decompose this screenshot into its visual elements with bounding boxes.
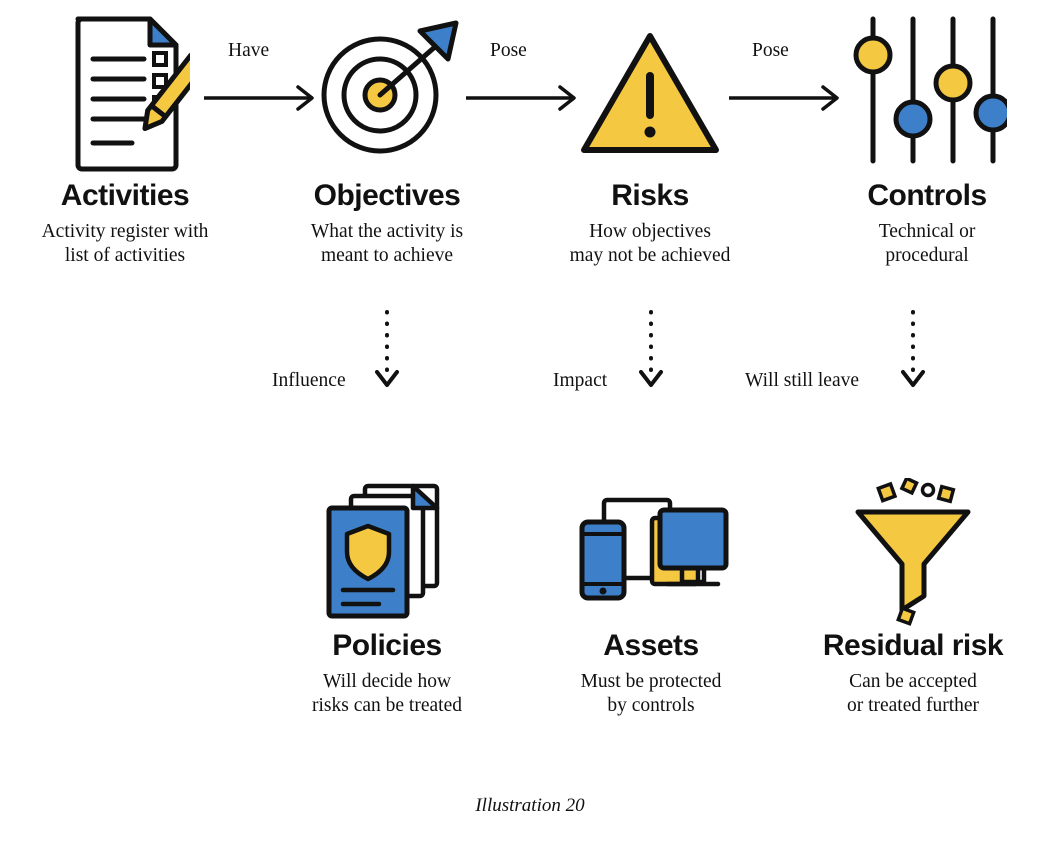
desc-line-1: Activity register with <box>41 220 209 242</box>
node-title: Activities <box>60 179 190 212</box>
document-with-pencil-icon <box>10 8 240 178</box>
node-description <box>812 220 1042 270</box>
arrow-label-will-still-leave: Will still leave <box>745 370 860 391</box>
node-policies <box>272 468 502 719</box>
desc-line-1: Technical or <box>878 220 976 242</box>
desc-line-1: Can be accepted <box>849 670 977 692</box>
node-description <box>272 220 502 270</box>
desc-line-1: Must be protected <box>580 670 722 692</box>
warning-triangle-icon <box>535 8 765 178</box>
devices-icon <box>536 468 766 628</box>
node-title: Policies <box>332 629 442 662</box>
node-controls <box>812 8 1042 269</box>
arrow-label-impact: Impact <box>553 370 608 391</box>
arrow-label-have: Have <box>228 40 270 61</box>
arrow-label-pose-2: Pose <box>752 40 789 61</box>
node-residual-risk <box>798 468 1028 719</box>
arrow-risks-to-assets <box>636 310 666 390</box>
figure-caption: Illustration 20 <box>475 795 585 816</box>
node-title: Risks <box>611 179 689 212</box>
node-title: Residual risk <box>822 629 1004 662</box>
arrow-label-pose-1: Pose <box>490 40 527 61</box>
arrow-controls-to-residual-risk <box>898 310 928 390</box>
desc-line-2: or treated further <box>846 695 980 717</box>
target-with-arrow-icon <box>272 8 502 178</box>
documents-with-shield-icon <box>272 468 502 628</box>
node-description <box>272 670 502 720</box>
node-description <box>10 220 240 270</box>
desc-line-2: meant to achieve <box>320 245 454 267</box>
desc-line-1: What the activity is <box>310 220 464 242</box>
desc-line-2: risks can be treated <box>312 695 462 717</box>
sliders-icon <box>812 8 1042 178</box>
node-description <box>535 220 765 270</box>
node-risks <box>535 8 765 269</box>
desc-line-2: list of activities <box>64 245 186 267</box>
arrow-label-influence: Influence <box>272 370 346 391</box>
node-assets <box>536 468 766 719</box>
desc-line-1: Will decide how <box>322 670 452 692</box>
funnel-icon <box>798 468 1028 628</box>
node-description <box>536 670 766 720</box>
desc-line-2: by controls <box>607 695 695 717</box>
node-description <box>798 670 1028 720</box>
node-title: Assets <box>603 629 699 662</box>
node-title: Controls <box>867 179 987 212</box>
arrow-objectives-to-policies <box>372 310 402 390</box>
node-title: Objectives <box>313 179 461 212</box>
desc-line-2: may not be achieved <box>569 245 731 267</box>
node-activities <box>10 8 240 269</box>
node-objectives <box>272 8 502 269</box>
desc-line-2: procedural <box>885 245 969 267</box>
desc-line-1: How objectives <box>589 220 711 242</box>
